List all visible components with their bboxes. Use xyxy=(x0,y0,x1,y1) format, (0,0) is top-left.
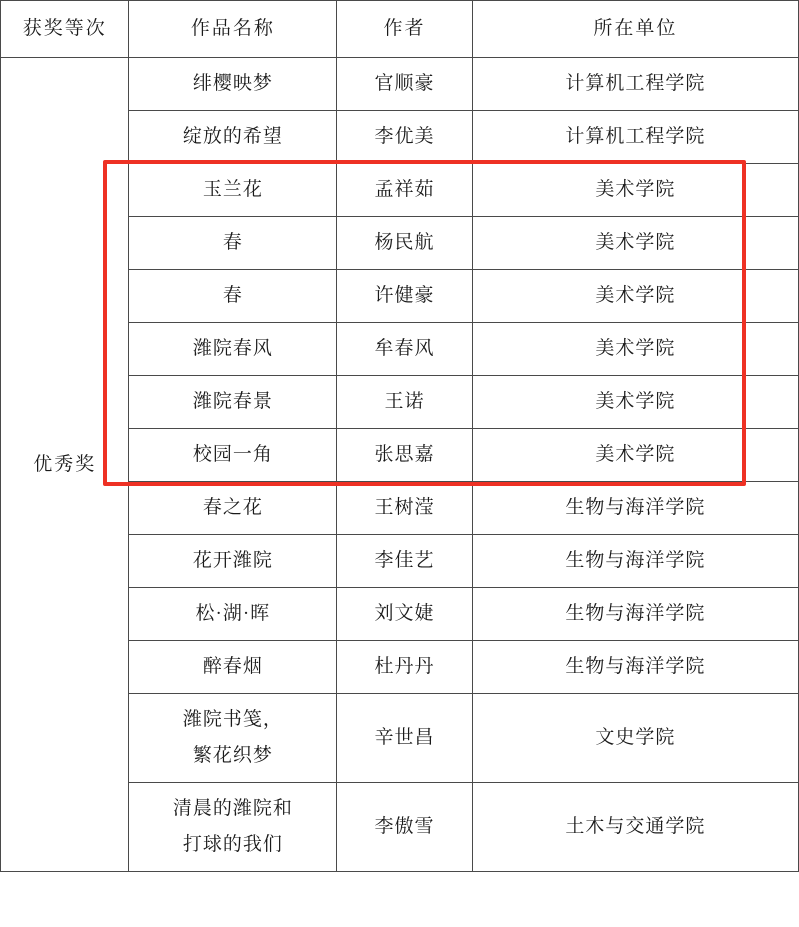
cell-author xyxy=(337,694,473,783)
work-title-multiline xyxy=(129,783,336,871)
cell-author xyxy=(337,641,473,694)
work-title-line-2: 繁花织梦 xyxy=(192,745,273,766)
cell-work-title xyxy=(129,429,337,482)
table-header xyxy=(1,1,799,58)
author-text: 张思嘉 xyxy=(374,444,435,466)
table-body xyxy=(1,58,799,872)
cell-work-title xyxy=(129,217,337,270)
author-text: 刘文婕 xyxy=(374,603,435,625)
cell-author xyxy=(337,482,473,535)
cell-author xyxy=(337,217,473,270)
work-title-text: 花开潍院 xyxy=(192,550,273,572)
cell-unit xyxy=(472,376,798,429)
cell-author xyxy=(337,270,473,323)
cell-unit xyxy=(472,429,798,482)
author-text: 王诺 xyxy=(384,391,425,413)
cell-author xyxy=(337,58,473,111)
column-header-unit: 所在单位 xyxy=(472,1,798,58)
author-text: 官顺豪 xyxy=(374,73,435,95)
work-title-text: 潍院春景 xyxy=(192,391,273,413)
work-title-text: 绯樱映梦 xyxy=(192,73,273,95)
cell-author xyxy=(337,429,473,482)
work-title-text: 醉春烟 xyxy=(202,656,263,678)
unit-text: 美术学院 xyxy=(595,179,676,201)
column-header-title: 作品名称 xyxy=(129,1,337,58)
cell-work-title xyxy=(129,111,337,164)
cell-unit xyxy=(472,270,798,323)
cell-unit xyxy=(472,588,798,641)
cell-unit xyxy=(472,58,798,111)
cell-unit xyxy=(472,641,798,694)
cell-work-title xyxy=(129,588,337,641)
cell-unit xyxy=(472,535,798,588)
author-text: 牟春风 xyxy=(374,338,435,360)
author-text: 李佳艺 xyxy=(374,550,435,572)
work-title-line-1: 清晨的潍院和 xyxy=(172,798,293,820)
work-title-text: 潍院春风 xyxy=(192,338,273,360)
unit-text: 文史学院 xyxy=(595,727,676,749)
cell-unit xyxy=(472,323,798,376)
author-text: 李优美 xyxy=(374,126,435,148)
cell-work-title xyxy=(129,323,337,376)
unit-text: 土木与交通学院 xyxy=(565,816,706,838)
table-row xyxy=(1,58,799,111)
cell-unit xyxy=(472,482,798,535)
cell-work-title xyxy=(129,482,337,535)
cell-work-title xyxy=(129,164,337,217)
work-title-text: 松·湖·晖 xyxy=(195,603,271,625)
column-header-author: 作者 xyxy=(337,1,473,58)
cell-author xyxy=(337,111,473,164)
unit-text: 生物与海洋学院 xyxy=(565,497,706,519)
unit-text: 生物与海洋学院 xyxy=(565,656,706,678)
rank-cell-excellence-award: 优秀奖 xyxy=(1,58,129,872)
author-text: 许健豪 xyxy=(374,285,435,307)
cell-work-title xyxy=(129,694,337,783)
unit-text: 美术学院 xyxy=(595,391,676,413)
cell-unit xyxy=(472,111,798,164)
cell-author xyxy=(337,376,473,429)
author-text: 孟祥茹 xyxy=(374,179,435,201)
unit-text: 美术学院 xyxy=(595,232,676,254)
work-title-text: 春 xyxy=(222,285,243,307)
author-text: 王树滢 xyxy=(374,497,435,519)
cell-unit xyxy=(472,783,798,872)
cell-work-title xyxy=(129,535,337,588)
unit-text: 计算机工程学院 xyxy=(565,73,706,95)
cell-work-title xyxy=(129,783,337,872)
cell-unit xyxy=(472,217,798,270)
author-text: 杨民航 xyxy=(374,232,435,254)
cell-work-title xyxy=(129,270,337,323)
table-header-row xyxy=(1,1,799,58)
work-title-text: 校园一角 xyxy=(192,444,273,466)
cell-work-title xyxy=(129,376,337,429)
unit-text: 美术学院 xyxy=(595,285,676,307)
cell-work-title xyxy=(129,641,337,694)
cell-work-title xyxy=(129,58,337,111)
column-header-rank: 获奖等次 xyxy=(1,1,129,58)
cell-author xyxy=(337,535,473,588)
cell-author xyxy=(337,323,473,376)
author-text: 辛世昌 xyxy=(374,727,435,749)
unit-text: 美术学院 xyxy=(595,338,676,360)
cell-author xyxy=(337,588,473,641)
work-title-multiline xyxy=(129,694,336,782)
unit-text: 计算机工程学院 xyxy=(565,126,706,148)
work-title-line-2: 打球的我们 xyxy=(182,834,283,855)
author-text: 李傲雪 xyxy=(374,816,435,838)
cell-author xyxy=(337,164,473,217)
unit-text: 生物与海洋学院 xyxy=(565,550,706,572)
work-title-text: 玉兰花 xyxy=(202,179,263,201)
work-title-text: 春之花 xyxy=(202,497,263,519)
cell-unit xyxy=(472,164,798,217)
unit-text: 美术学院 xyxy=(595,444,676,466)
unit-text: 生物与海洋学院 xyxy=(565,603,706,625)
author-text: 杜丹丹 xyxy=(374,656,435,678)
cell-unit xyxy=(472,694,798,783)
work-title-text: 绽放的希望 xyxy=(182,126,283,148)
cell-author xyxy=(337,783,473,872)
work-title-text: 春 xyxy=(222,232,243,254)
work-title-line-1: 潍院书笺， xyxy=(182,709,283,731)
